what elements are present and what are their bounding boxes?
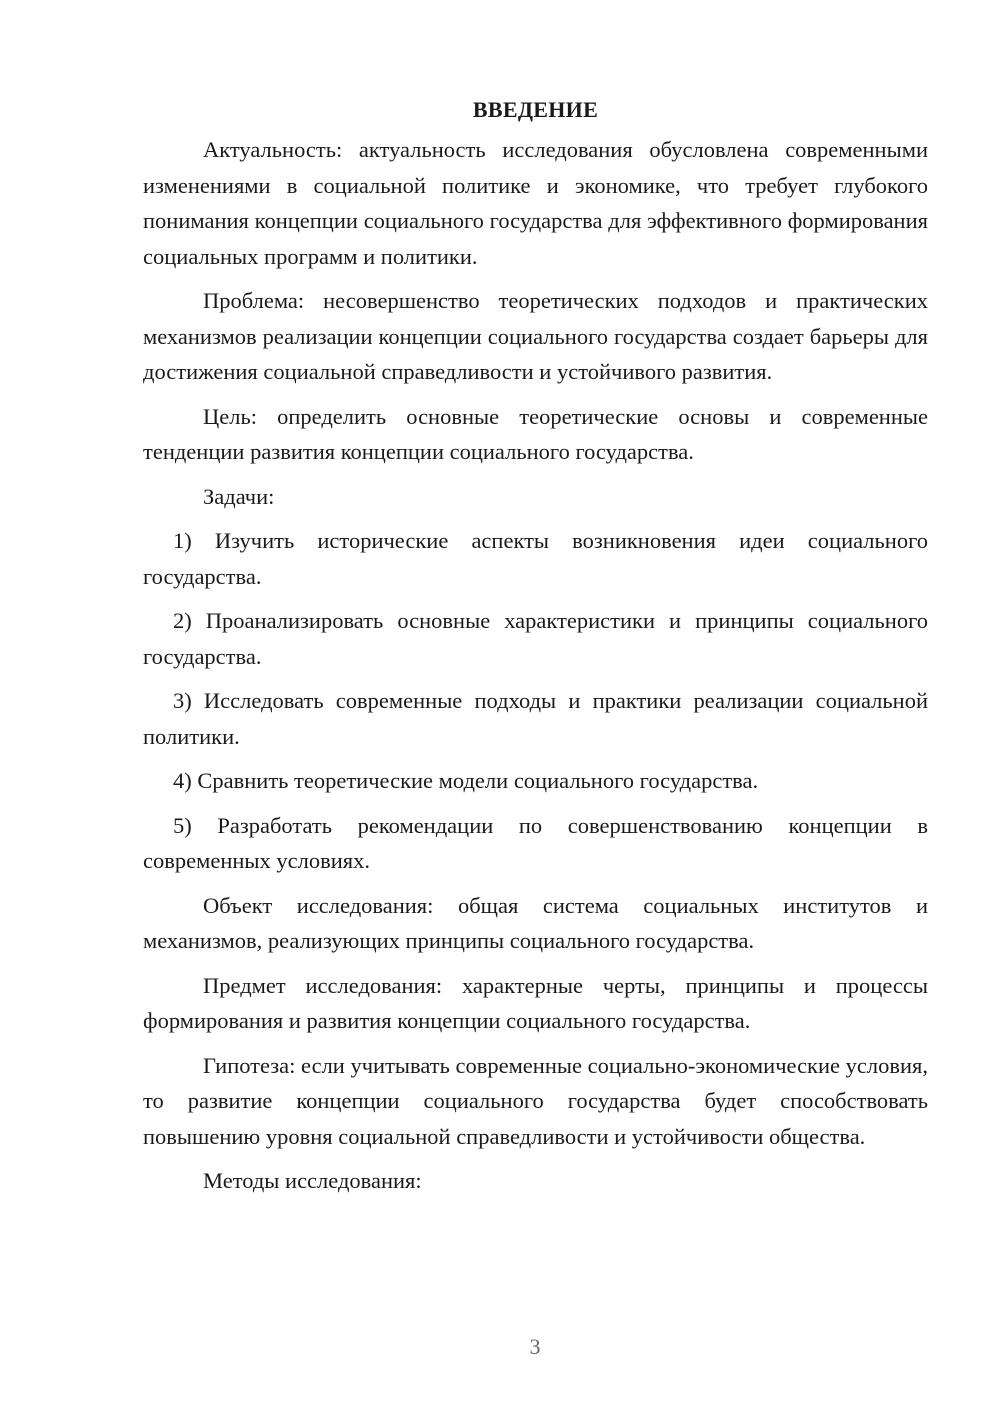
task-item-1: 1) Изучить исторические аспекты возникновения идеи социального государства.: [143, 528, 928, 589]
paragraph-goal: Цель: определить основные теоретические основы и современные тенденции развития концепции социального государства.: [143, 403, 928, 464]
paragraph-object: Объект исследования: общая система социальных институтов и механизмов, реализующих принципы социального государства.: [143, 892, 928, 953]
paragraph-problem: Проблема: несовершенство теоретических подходов и практических механизмов реализации концепции социального государства создает барьеры для достижения социальной справедливости и устойчивого развития.: [143, 288, 928, 384]
paragraph-relevance: Актуальность: актуальность исследования обусловлена современными изменениями в социальной политике и экономике, что требует глубокого понимания концепции социального государства для эффективного формирования социальных программ и политики.: [143, 137, 928, 269]
paragraph-subject: Предмет исследования: характерные черты, принципы и процессы формирования и развития концепции социального государства.: [143, 972, 928, 1033]
task-item-2: 2) Проанализировать основные характеристики и принципы социального государства.: [143, 608, 928, 669]
page-number: 3: [529, 1334, 541, 1359]
paragraph-methods: Методы исследования:: [203, 1168, 422, 1193]
section-heading: ВВЕДЕНИЕ: [472, 97, 599, 122]
task-item-4: 4) Сравнить теоретические модели социального государства.: [173, 768, 759, 793]
task-item-5: 5) Разработать рекомендации по совершенствованию концепции в современных условиях.: [143, 812, 928, 873]
task-item-3: 3) Исследовать современные подходы и практики реализации социальной политики.: [143, 688, 928, 749]
paragraph-tasks-label: Задачи:: [203, 483, 275, 509]
document-page: [143, 92, 928, 1199]
paragraph-hypothesis: Гипотеза: если учитывать современные социально-экономические условия, то развитие концепции социального государства будет способствовать повышению уровня социальной справедливости и устойчивости общества.: [143, 1052, 928, 1149]
